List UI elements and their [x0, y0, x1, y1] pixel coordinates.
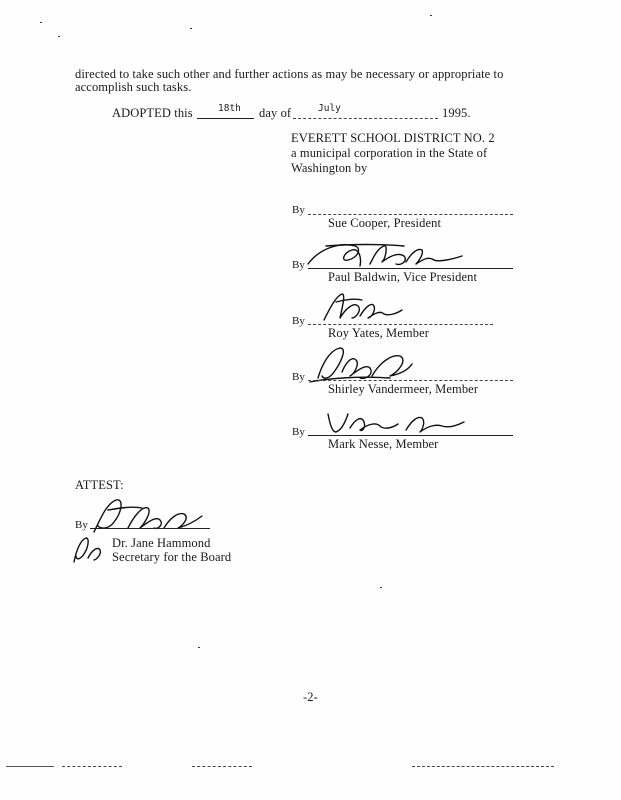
scan-speck [380, 587, 382, 588]
entity-line-2: a municipal corporation in the State of [291, 146, 488, 160]
scan-edge-line [412, 766, 554, 767]
scan-edge-line [62, 766, 122, 767]
signatory-name-2: Paul Baldwin, Vice President [328, 270, 478, 284]
by-label-3: By [292, 315, 306, 327]
adopted-label: ADOPTED this [112, 106, 193, 120]
by-label-4: By [292, 371, 306, 383]
by-label-1: By [292, 204, 306, 216]
scan-speck [58, 36, 60, 37]
body-line-2: accomplish such tasks. [75, 80, 192, 94]
attest-label: ATTEST: [75, 478, 124, 492]
signature-mark-nesse [322, 408, 472, 438]
signature-roy-yates [318, 288, 408, 328]
signature-line-2 [308, 268, 513, 269]
entity-name: EVERETT SCHOOL DISTRICT NO. 2 [291, 131, 495, 145]
signatory-name-1: Sue Cooper, President [328, 216, 442, 230]
adopted-month-value: July [318, 103, 341, 114]
scan-speck [40, 22, 42, 23]
signatory-name-3: Roy Yates, Member [328, 326, 430, 340]
signature-paul-baldwin [300, 238, 470, 272]
attest-by-label: By [75, 519, 89, 531]
scan-edge-line [6, 766, 54, 767]
adopted-day-value: 18th [218, 103, 241, 114]
by-label-2: By [292, 259, 306, 271]
scan-edge-line [192, 766, 252, 767]
signature-line-3 [308, 324, 493, 325]
scan-speck [198, 647, 200, 648]
signature-line-1 [308, 214, 513, 215]
attest-title: Secretary for the Board [112, 550, 232, 564]
signature-line-5 [308, 435, 513, 436]
attest-name: Dr. Jane Hammond [112, 536, 211, 550]
by-label-5: By [292, 426, 306, 438]
scan-speck [430, 15, 432, 16]
month-blank-line [293, 118, 438, 119]
adopted-year: 1995. [442, 106, 471, 120]
body-line-1: directed to take such other and further actions as may be necessary or appropriate to [75, 67, 504, 81]
page-number: -2- [303, 690, 318, 704]
scan-speck [190, 28, 192, 29]
day-of-label: day of [259, 106, 292, 120]
entity-line-3: Washington by [291, 161, 368, 175]
signatory-name-5: Mark Nesse, Member [328, 437, 439, 451]
attest-signature-line [90, 528, 210, 529]
day-blank-line [197, 118, 254, 119]
signature-line-4 [308, 380, 513, 381]
signatory-name-4: Shirley Vandermeer, Member [328, 382, 479, 396]
initials-mark [68, 532, 108, 566]
